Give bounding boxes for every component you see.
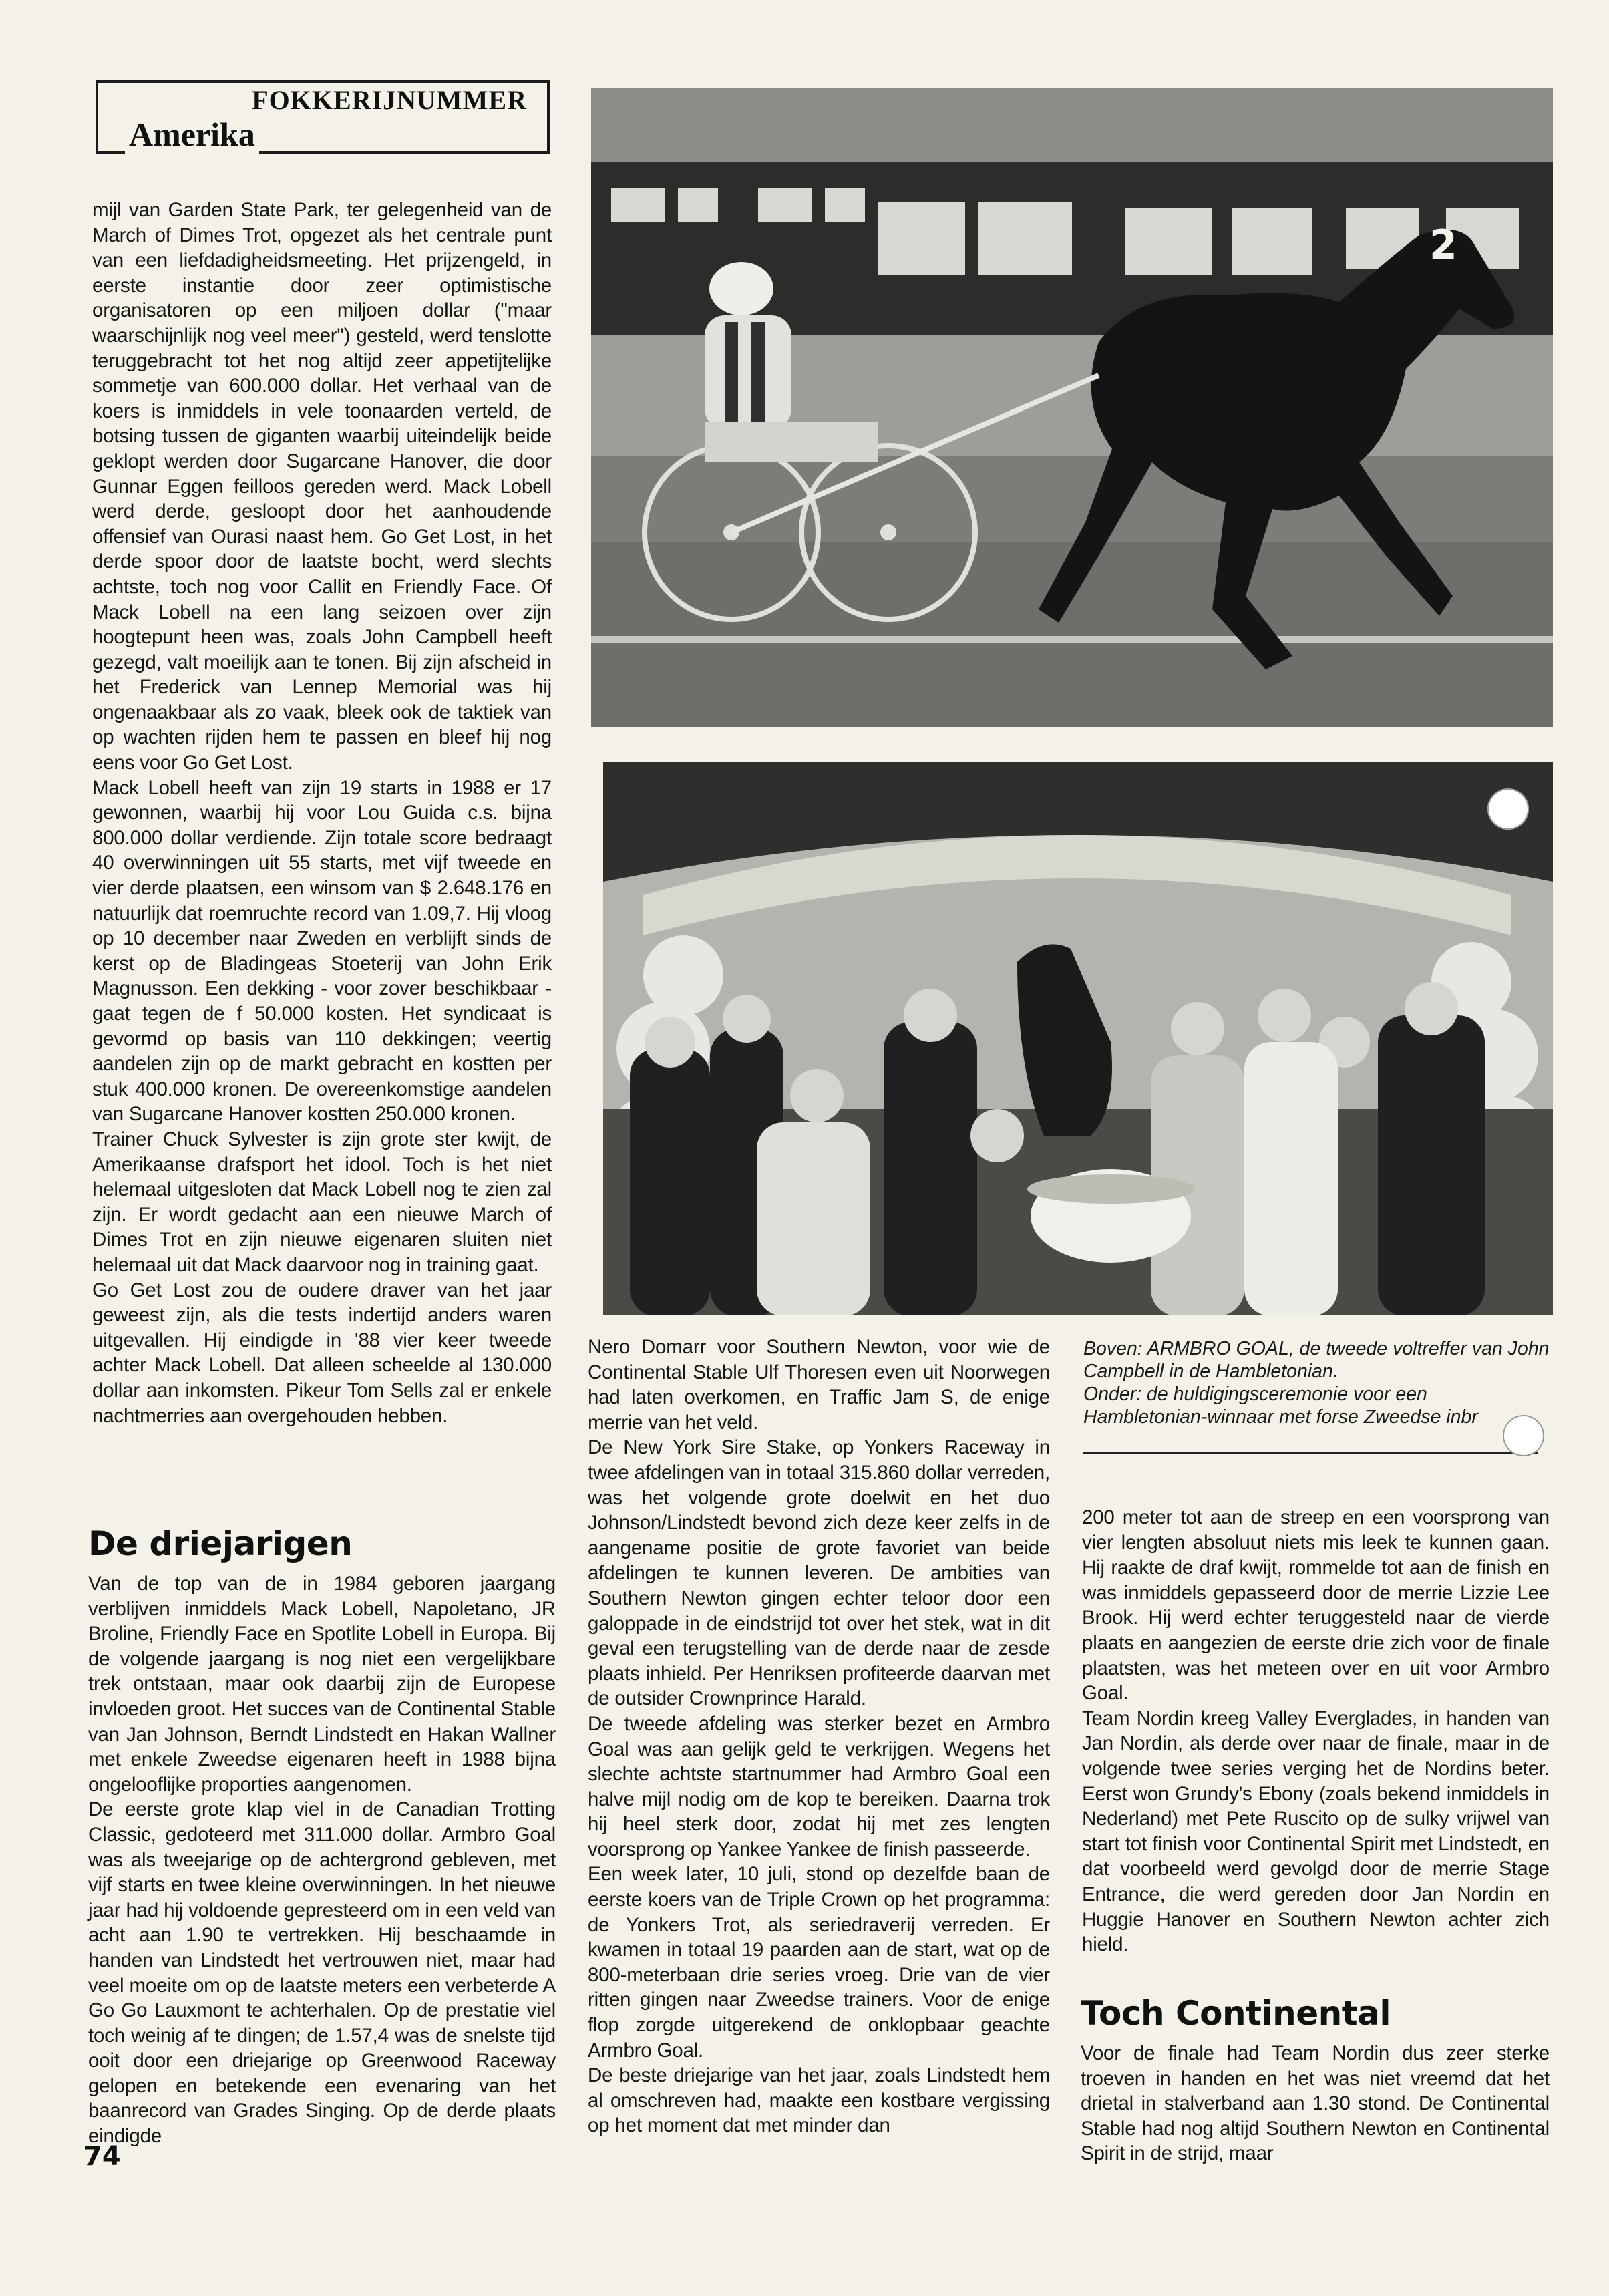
section-title: FOKKERIJNUMMER bbox=[252, 85, 527, 115]
paragraph: Team Nordin kreeg Valley Everglades, in handen van Jan Nordin, als derde over naar de finale, maar in de volgende twee series verging het de Nordins beter. Eerst won Grundy's Ebony (zoals bekend inmiddels in Nederland) met Pete Ruscito op de sulky vrijwel van start tot finish voor Continental Spirit met Lindstedt, en dat voorbeeld werd gevolgd door de merrie Stage Entrance, die werd gereden door Jan Nordin en Huggie Hanover en Southern Newton achter zich hield. bbox=[1082, 1707, 1550, 1956]
paragraph: De beste driejarige van het jaar, zoals Lindstedt hem al omschreven had, maakte een kostbare vergissing op het moment dat met minder dan bbox=[588, 2064, 1050, 2137]
caption-divider bbox=[1083, 1452, 1538, 1454]
subheading-toch-continental: Toch Continental bbox=[1081, 1994, 1391, 2033]
paragraph: De eerste grote klap viel in de Canadian Trotting Classic, gedoteerd met 311.000 dollar. Armbro Goal was als tweejarige op de achtergrond gebleven, met vijf starts en twee kleine overwinningen. In het nieuwe jaar had hij voldoende gepresteerd om in een veld van acht aan 1.90 te vertrekken. Hij beschaamde in handen van Lindstedt het vertrouwen niet, maar had veel moeite om op de laatste meters een verbeterde A Go Go Lauxmont te achterhalen. Op de prestatie viel toch weinig af te dingen; de 1.57,4 was de snelste tijd ooit door een driejarige op Greenwood Raceway gelopen en betekende een evenaring van het baanrecord van Grades Singing. Op de derde plaats eindigde bbox=[88, 1798, 556, 2148]
article-column-3 bbox=[1082, 1505, 1550, 1957]
paragraph: Een week later, 10 juli, stond op dezelfde baan de eerste koers van de Triple Crown op het programma: de Yonkers Trot, als seriedraverij verreden. Er kwamen in totaal 19 paarden aan de start, wat op de 800-meterbaan drie series vroeg. Drie van de vier ritten gingen naar Zweedse trainers. Voor de enige flop zorgde uitgerekend de onklopbaar geachte Armbro Goal. bbox=[588, 1863, 1050, 2062]
paragraph: Mack Lobell heeft van zijn 19 starts in 1988 er 17 gewonnen, waarbij hij voor Lou Guida c.s. bijna 800.000 dollar verdiende. Zijn totale score bedraagt 40 overwinningen uit 55 starts, met vijf tweede en vier derde plaatsen, een winsom van $ 2.648.176 en natuurlijk dat roemruchte record van 1.09,7. Hij vloog op 10 december naar Zweden en verblijft sinds de kerst op de Bladingeas Stoeterij van John Erik Magnusson. Een dekking - voor zover beschikbaar - gaat tegen de f 50.000 kosten. Het syndicaat is gevormd op basis van 110 dekkingen; veertig aandelen zijn op de markt gebracht en kostten per stuk 400.000 kronen. De overeenkomstige aandelen van Sugarcane Hanover kostten 250.000 kronen. bbox=[92, 776, 552, 1126]
paragraph: 200 meter tot aan de streep en een voorsprong van vier lengten absoluut niets mis leek te kunnen gaan. Hij raakte de draf kwijt, rommelde tot aan de finish en was inmiddels gepasseerd door de merrie Lizzie Lee Brook. Hij werd echter teruggesteld naar de vierde plaats en aangezien de eerste drie zich voor de finale plaatsten, was het meteen over en uit voor Armbro Goal. bbox=[1082, 1506, 1550, 1705]
photo-image bbox=[591, 88, 1553, 727]
paragraph: Nero Domarr voor Southern Newton, voor wie de Continental Stable Ulf Thoresen even uit Noorwegen had laten overkomen, en Traffic Jam S, de enige merrie van het veld. bbox=[588, 1336, 1050, 1434]
punch-hole bbox=[1503, 1415, 1544, 1456]
caption-top: Boven: ARMBRO GOAL, de tweede voltreffer van John Campbell in de Hambletonian. bbox=[1083, 1338, 1550, 1382]
paragraph: De New York Sire Stake, op Yonkers Raceway in twee afdelingen van in totaal 315.860 dollar verreden, was het volgende grote doelwit en het duo Johnson/Lindstedt bevond zich deze keer zelfs in de aangename positie de grote favoriet van beide afdelingen te kunnen leveren. De ambities van Southern Newton gingen echter teloor door een galoppade in de eindstrijd tot over het stek, wat in dit geval een terugstelling van de derde naar de zesde plaats inhield. Per Henriksen profiteerde daarvan met de outsider Crownprince Harald. bbox=[588, 1436, 1050, 1710]
paragraph: Go Get Lost zou de oudere draver van het jaar geweest zijn, als die tests indertijd anders waren uitgevallen. Hij eindigde in '88 vier keer tweede achter Mack Lobell. Dat alleen scheelde al 130.000 dollar aan inkomsten. Pikeur Tom Sells zal er enkele nachtmerries aan overgehouden hebben. bbox=[92, 1279, 552, 1427]
photo-image bbox=[603, 762, 1553, 1315]
section-category: Amerika bbox=[125, 115, 259, 154]
page-number: 74 bbox=[83, 2141, 121, 2172]
photo-caption bbox=[1083, 1337, 1551, 1428]
article-column-3-lower bbox=[1081, 2041, 1550, 2166]
photo-hambletonian-ceremony bbox=[603, 762, 1553, 1315]
punch-hole bbox=[1487, 788, 1529, 830]
paragraph: Trainer Chuck Sylvester is zijn grote ster kwijt, de Amerikaanse drafsport het idool. Toch is het niet helemaal uitgesloten dat Mack Lobell nog te zien zal zijn. Er wordt gedacht aan een nieuwe March of Dimes Trot en zijn nieuwe eigenaren sluiten niet helemaal uit dat Mack daarvoor nog in training gaat. bbox=[92, 1128, 552, 1276]
subheading-driejarigen: De driejarigen bbox=[88, 1524, 353, 1563]
section-header bbox=[96, 80, 550, 154]
saddle-number: 2 bbox=[1429, 222, 1457, 269]
paragraph: Van de top van de in 1984 geboren jaargang verblijven inmiddels Mack Lobell, Napoletano, JR Broline, Friendly Face en Spotlite Lobell in Europa. Bij de volgende jaargang is nog niet een vergelijkbare trek ontstaan, maar ook daarbij zijn de Europese invloeden groot. Het succes van de Continental Stable van Jan Johnson, Berndt Lindstedt en Hakan Wallner met enkele Zweedse eigenaren heeft in 1988 bijna ongelooflijke proporties aangenomen. bbox=[88, 1573, 556, 1796]
paragraph: mijl van Garden State Park, ter gelegenheid van de March of Dimes Trot, opgezet als het centrale punt van een liefdadigheidsmeeting. Het prijzengeld, in eerste instantie door zeer optimistische organisatoren op een miljoen dollar ("maar waarschijnlijk nog veel meer") gesteld, werd tenslotte teruggebracht tot het nog altijd zeer appetijtelijke sommetje van 600.000 dollar. Het verhaal van de koers is inmiddels in vele toonaarden verteld, de botsing tussen de giganten waarbij uiteindelijk beide geklopt werden door Sugarcane Hanover, die door Gunnar Eggen feilloos gereden werd. Mack Lobell werd derde, gesloopt door het aanhoudende offensief van Ourasi naast hem. Go Get Lost, in het derde spoor door de laatste bocht, werd slechts achtste, toch nog voor Callit en Friendly Face. Of Mack Lobell na een lang seizoen over zijn hoogtepunt heen was, zoals John Campbell heeft gezegd, valt moeilijk aan te tonen. Bij zijn afscheid in het Frederick van Lennep Memorial was hij ongenaakbaar als zo vaak, bleek ook de taktiek van op wachten rijden hem te passen en bleef hij nog eens voor Go Get Lost. bbox=[92, 199, 552, 774]
photo-armbro-goal-race bbox=[591, 88, 1553, 727]
paragraph: Voor de finale had Team Nordin dus zeer sterke troeven in handen en het was niet vreemd dat het drietal in stalverband aan 1.30 stond. De Continental Stable had nog altijd Southern Newton en Continental Spirit in de strijd, maar bbox=[1081, 2042, 1550, 2165]
article-column-1-lower bbox=[88, 1571, 556, 2149]
article-column-1 bbox=[92, 198, 552, 1428]
caption-bottom: Onder: de huldigingsceremonie voor een Hambletonian-winnaar met forse Zweedse inbr bbox=[1083, 1383, 1478, 1428]
paragraph: De tweede afdeling was sterker bezet en Armbro Goal was aan gelijk geld te verkrijgen. Wegens het slechte achtste startnummer had Armbro Goal een halve mijl nodig om de kop te bereiken. Daarna trok hij heel sterk door, zodat hij met zes lengten voorsprong op Yankee Yankee de finish passeerde. bbox=[588, 1712, 1050, 1860]
article-column-2 bbox=[588, 1335, 1050, 2138]
